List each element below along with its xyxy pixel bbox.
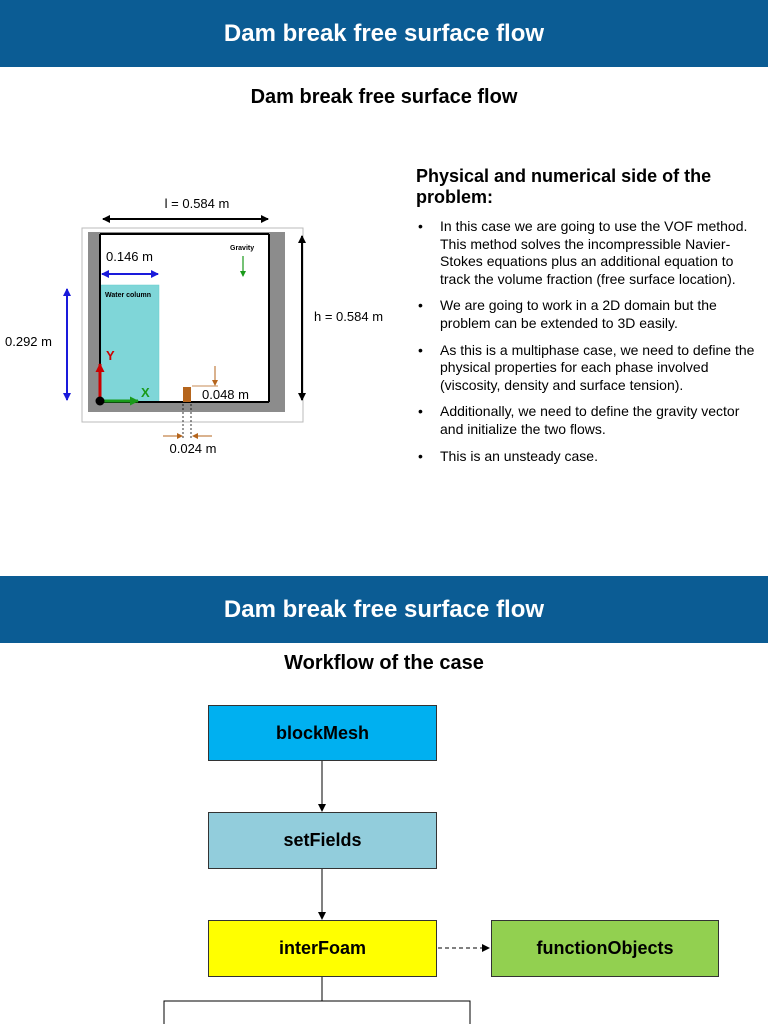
x-axis-label: X xyxy=(141,385,150,400)
bullet-item: • This is an unsteady case. xyxy=(418,447,598,464)
obstacle-height-label: 0.048 m xyxy=(202,387,249,402)
workflow-next-box xyxy=(164,1001,470,1024)
column-width-label: 0.146 m xyxy=(106,249,153,264)
slide1-subtitle: Dam break free surface flow xyxy=(250,86,518,108)
slide2-banner: Dam break free surface flow xyxy=(0,576,768,643)
gravity-label: Gravity xyxy=(230,245,255,252)
obstacle-width-label: 0.024 m xyxy=(169,441,217,456)
panel-heading: Physical and numerical side of the problem: xyxy=(416,166,712,207)
height-label: h = 0.584 m xyxy=(314,309,384,324)
workflow-node-functionobjects: functionObjects xyxy=(491,920,719,977)
bullet-item: • Additionally, we need to define the gravity vector and initialize the two flows. xyxy=(418,403,740,437)
workflow-node-setfields: setFields xyxy=(208,812,437,869)
bullet-item: • As this is a multiphase case, we need to define the physical properties for each phase involved (viscosity, density and surface tension). xyxy=(418,341,755,393)
bullet-item: • In this case we are going to use the VOF method. This method solves the incompressible Navier-Stokes equations plus an additional equation to track the volume fraction (free surface location). xyxy=(418,218,748,287)
workflow-node-interfoam: interFoam xyxy=(208,920,437,977)
water-column-label: Water column xyxy=(105,292,152,299)
slide2-subtitle: Workflow of the case xyxy=(284,652,484,674)
width-label: l = 0.584 m xyxy=(164,196,230,211)
workflow-node-blockmesh: blockMesh xyxy=(208,705,437,761)
bullet-item: • We are going to work in a 2D domain but the problem can be extended to 3D easily. xyxy=(418,297,717,331)
slide1-banner: Dam break free surface flow xyxy=(0,0,768,67)
column-height-label: 0.292 m xyxy=(5,334,52,349)
y-axis-label: Y xyxy=(106,348,115,363)
